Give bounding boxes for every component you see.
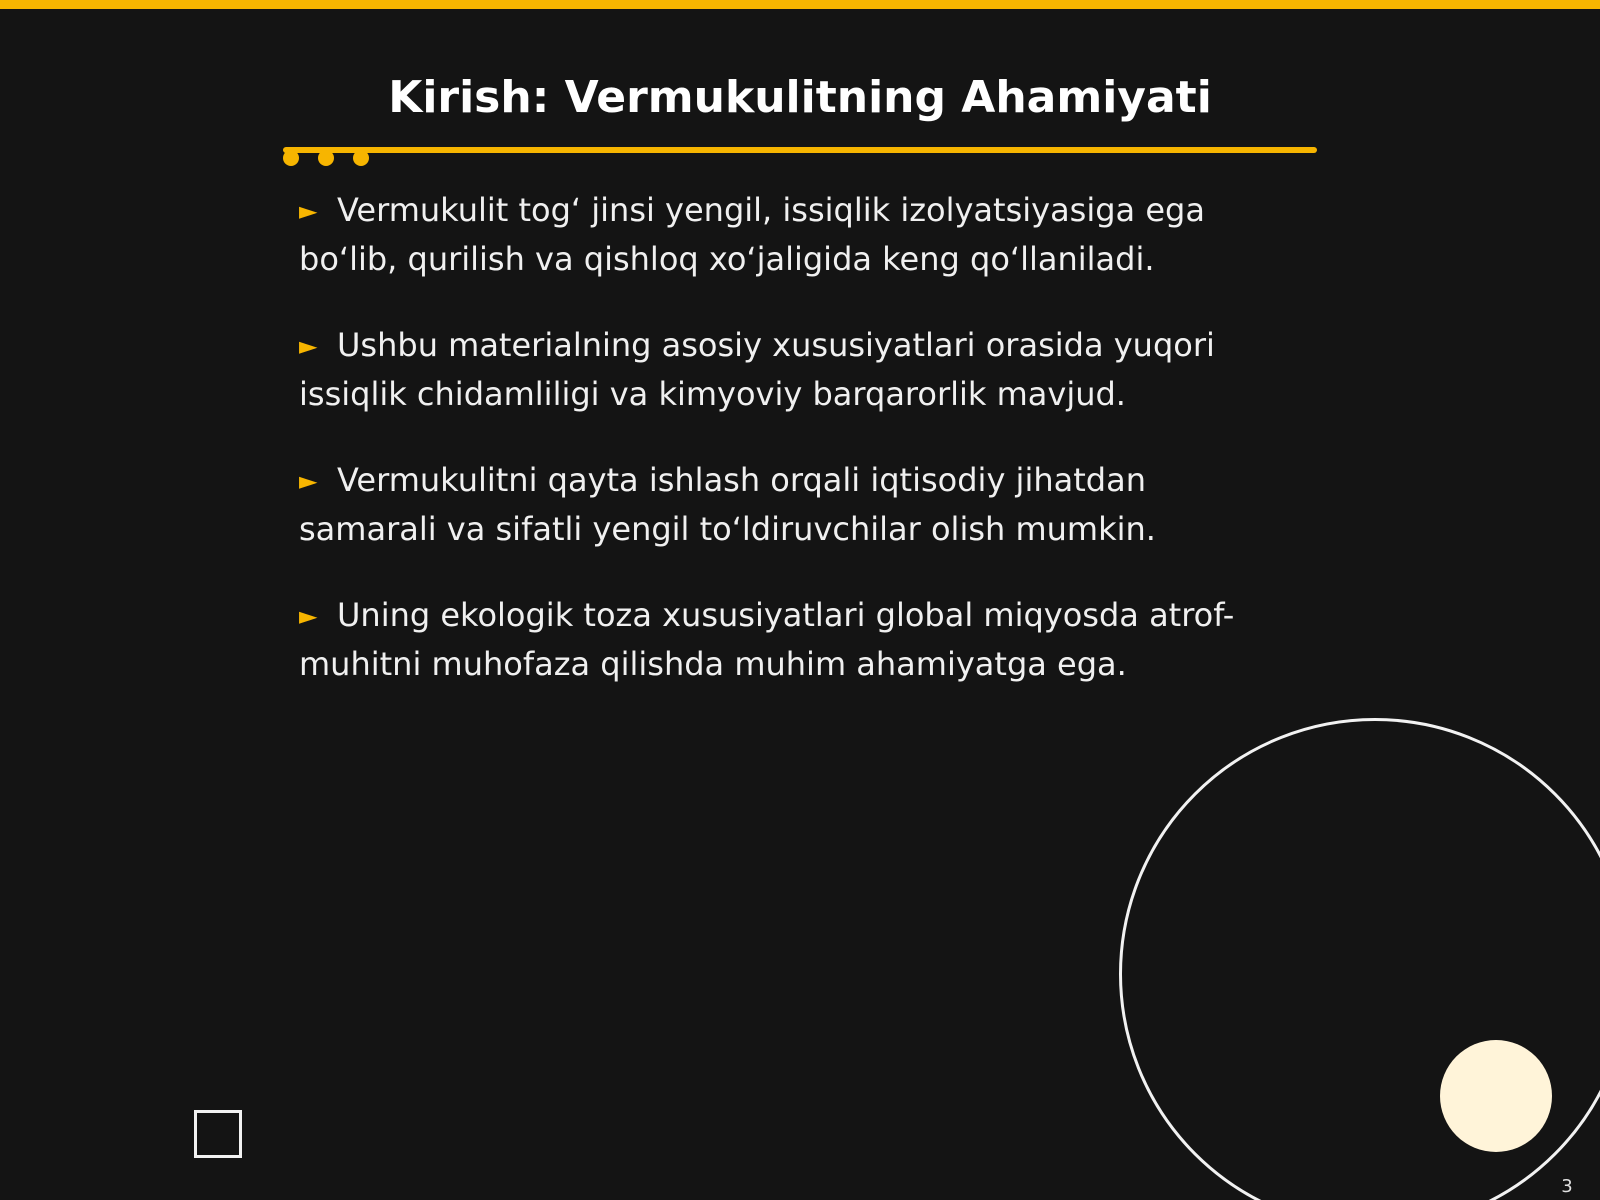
decorative-dot [353,150,369,166]
page-number: 3 [1561,1176,1573,1197]
bullet-arrow-icon: ► [299,332,318,360]
bullet-text: Ushbu materialning asosiy xususiyatlari orasida yuqori issiqlik chidamliligi va kimyoviy barqarorlik mavjud. [299,326,1215,413]
bullet-text: Uning ekologik toza xususiyatlari global miqyosda atrof-muhitni muhofaza qilishda muhim ahamiyatga ega. [299,596,1235,683]
bullet-item [299,591,1259,688]
bullet-list [299,186,1259,726]
top-accent-bar [0,0,1600,9]
bullet-arrow-icon: ► [299,602,318,630]
decorative-dot [318,150,334,166]
decorative-square [194,1110,242,1158]
bullet-item [299,186,1259,283]
bullet-text: Vermukulitni qayta ishlash orqali iqtisodiy jihatdan samarali va sifatli yengil to‘ldiruvchilar olish mumkin. [299,461,1156,548]
decorative-circle-filled [1440,1040,1552,1152]
title-underline [283,147,1317,153]
bullet-item [299,456,1259,553]
bullet-arrow-icon: ► [299,467,318,495]
bullet-item [299,321,1259,418]
decorative-dot [283,150,299,166]
bullet-text: Vermukulit tog‘ jinsi yengil, issiqlik izolyatsiyasiga ega bo‘lib, qurilish va qishloq xo‘jaligida keng qo‘llaniladi. [299,191,1205,278]
slide-title: Kirish: Vermukulitning Ahamiyati [388,72,1212,123]
bullet-arrow-icon: ► [299,197,318,225]
